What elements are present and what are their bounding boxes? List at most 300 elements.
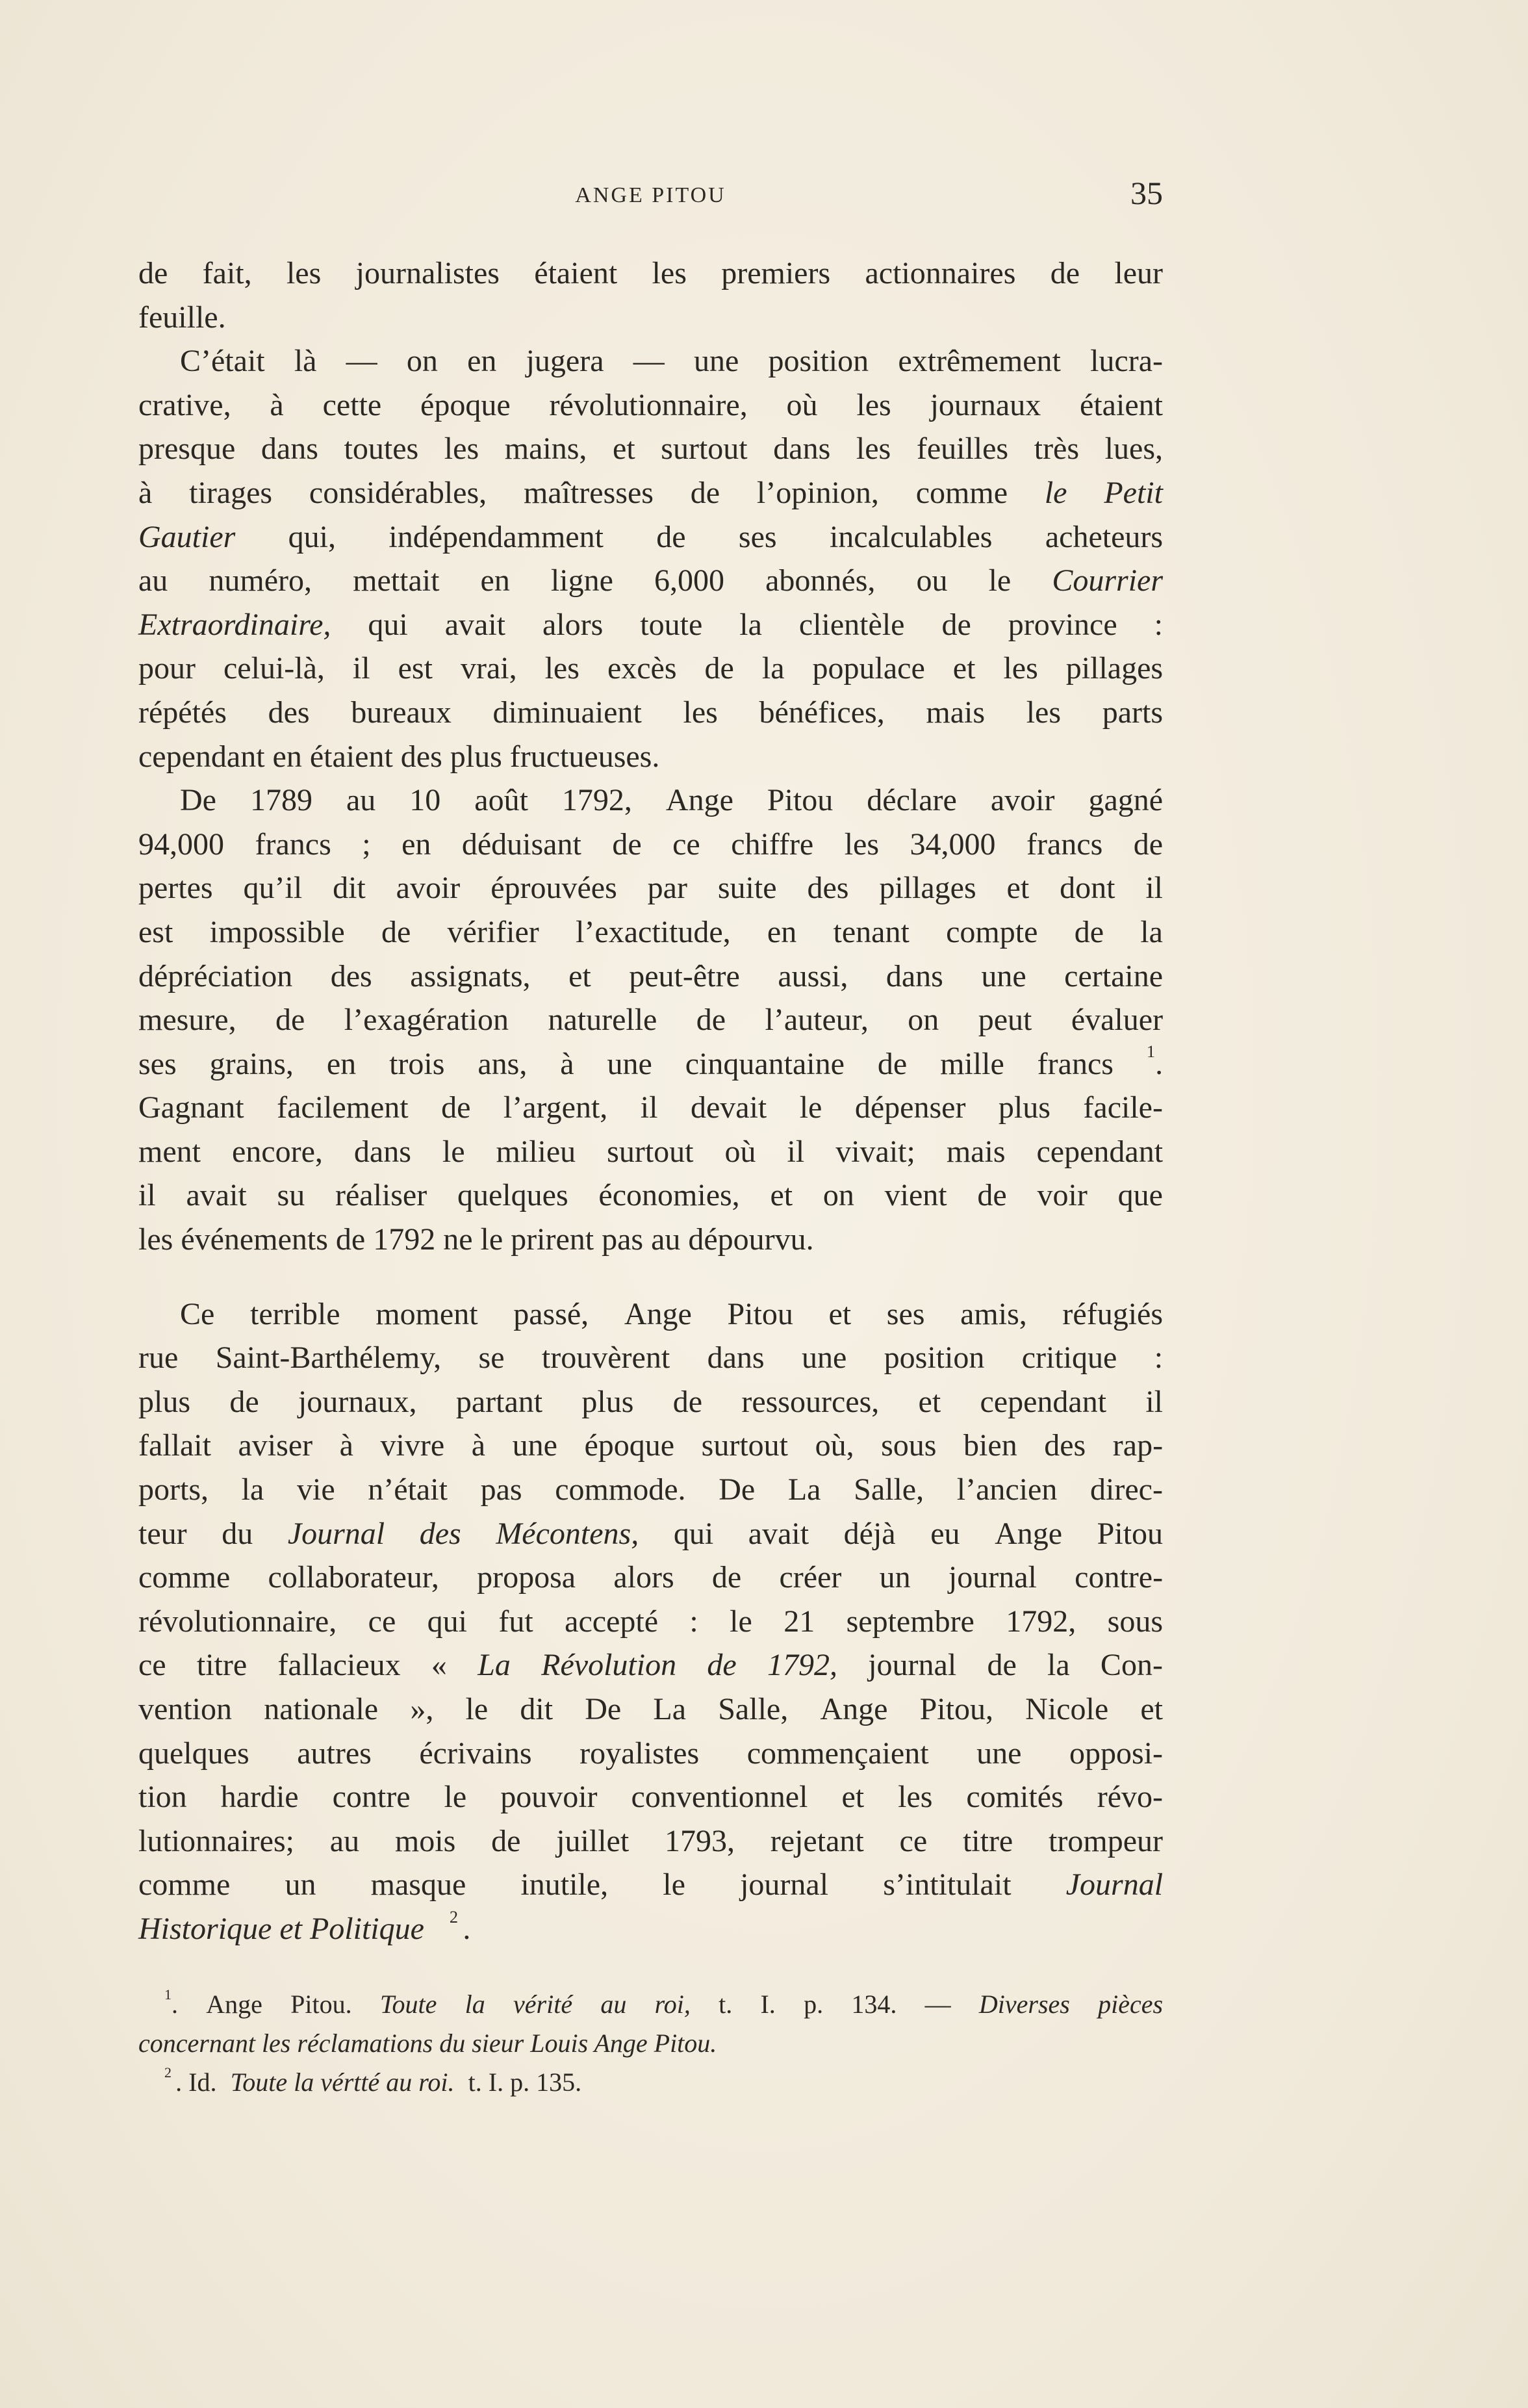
text-run: avait xyxy=(748,1516,809,1551)
text-run: 94,000 xyxy=(138,826,224,862)
text-run: lutionnaires; xyxy=(138,1823,294,1858)
text-run: à xyxy=(471,1428,486,1463)
text-run: de xyxy=(656,519,686,554)
footnote-ref: 2 xyxy=(164,2064,172,2081)
text-run: cette xyxy=(322,387,382,422)
text-line xyxy=(138,471,1163,515)
text-run: ans, xyxy=(478,1046,528,1081)
text-run: ses xyxy=(138,1046,177,1081)
text-run: bien xyxy=(963,1428,1017,1463)
text-run: économies, xyxy=(598,1178,740,1213)
text-run: dans xyxy=(353,1134,411,1169)
text-line xyxy=(138,1512,1163,1556)
text-line xyxy=(138,647,1163,691)
text-run: sous xyxy=(881,1428,937,1463)
text-run: à xyxy=(560,1046,574,1081)
text-run: titre xyxy=(196,1648,248,1683)
text-run: les xyxy=(844,826,880,862)
text-run: ports, xyxy=(138,1472,209,1507)
text-line xyxy=(138,823,1163,867)
text-run: trois xyxy=(389,1046,445,1081)
text-run: les xyxy=(856,387,891,422)
text-run: est xyxy=(398,651,433,686)
text-run: à xyxy=(138,475,153,510)
text-line xyxy=(138,1907,1163,1951)
text-run: masque xyxy=(370,1867,466,1902)
text-run: à xyxy=(270,387,284,422)
text-line xyxy=(138,1732,1163,1776)
text-run: la xyxy=(1140,914,1163,949)
text-run: De xyxy=(585,1692,622,1726)
text-run: Nicole xyxy=(1025,1692,1109,1726)
footnote xyxy=(138,2063,1163,2102)
text-run: très xyxy=(1034,431,1080,467)
text-run: mesure, xyxy=(138,1003,236,1038)
text-run: et xyxy=(952,651,976,686)
text-run: journalistes xyxy=(355,256,500,290)
text-run: rue xyxy=(138,1340,179,1376)
text-run: C’était xyxy=(180,344,265,379)
text-run: collaborateur, xyxy=(268,1560,439,1595)
text-run: De xyxy=(180,783,216,818)
text-run: éprouvées xyxy=(490,871,617,906)
text-run: dans xyxy=(773,431,831,467)
text-run: de xyxy=(696,1003,726,1038)
text-run: des xyxy=(330,958,372,993)
text-line xyxy=(138,1173,1163,1218)
text-run: de xyxy=(491,1823,521,1858)
text-run: Pitou xyxy=(727,1296,793,1331)
italic-text: Journal xyxy=(1065,1867,1164,1902)
text-run: commençaient xyxy=(746,1736,929,1771)
text-line xyxy=(138,1600,1163,1644)
text-run: Salle, xyxy=(718,1692,789,1726)
text-run: . Id. xyxy=(175,2068,223,2097)
text-line xyxy=(138,1556,1163,1600)
text-run: de xyxy=(138,256,168,290)
text-run: Salle, xyxy=(854,1472,924,1507)
text-run: facile- xyxy=(1083,1090,1163,1125)
text-run: avait xyxy=(444,607,506,642)
text-run: en xyxy=(467,344,497,379)
italic-text: des xyxy=(419,1516,461,1551)
text-run: considérables, xyxy=(309,475,487,510)
text-line xyxy=(138,1819,1163,1864)
text-run: septembre xyxy=(846,1604,974,1639)
text-run: 1792, xyxy=(1006,1604,1076,1639)
text-run: t. xyxy=(719,1990,733,2019)
text-run: quelques xyxy=(457,1178,568,1213)
text-run: premiers xyxy=(721,256,831,290)
text-run: le xyxy=(444,1780,467,1815)
text-run: de xyxy=(977,1178,1007,1213)
text-run: jugera xyxy=(526,344,604,379)
text-run: conventionnel xyxy=(631,1780,808,1815)
text-run: il xyxy=(640,1090,658,1125)
italic-text: roi, xyxy=(654,1990,691,2019)
text-run: I. xyxy=(760,1990,776,2019)
text-run: commode. xyxy=(555,1472,686,1507)
text-run: maîtresses xyxy=(523,475,654,510)
text-run: de xyxy=(711,1560,742,1595)
text-run: les xyxy=(1003,651,1038,686)
text-run: pertes xyxy=(138,871,213,906)
text-run: vivre xyxy=(380,1428,445,1463)
text-run: inutile, xyxy=(520,1867,609,1902)
text-run: aviser xyxy=(238,1428,313,1463)
text-run: opposi- xyxy=(1069,1736,1164,1771)
text-run: ressources, xyxy=(741,1384,880,1419)
text-run: 1792, xyxy=(561,783,632,818)
text-run: journal xyxy=(868,1648,957,1683)
text-run: et xyxy=(1006,871,1030,906)
text-run: facilement xyxy=(277,1090,409,1125)
italic-text: Journal xyxy=(287,1516,385,1551)
text-run: p. xyxy=(804,1990,824,2019)
text-run: la xyxy=(739,607,762,642)
text-run: grains, xyxy=(209,1046,294,1081)
text-run: réaliser xyxy=(335,1178,427,1213)
text-run: évaluer xyxy=(1071,1003,1164,1038)
text-run: dans xyxy=(707,1340,765,1376)
text-run: où xyxy=(786,387,818,422)
text-line xyxy=(138,1775,1163,1819)
italic-text: 1792, xyxy=(767,1648,837,1683)
text-run: rejetant xyxy=(770,1823,864,1858)
text-run: pillages xyxy=(879,871,976,906)
text-run: 1789 xyxy=(249,783,312,818)
text-run: plus xyxy=(998,1090,1050,1125)
italic-text: La xyxy=(478,1648,511,1683)
text-run: celui-là, xyxy=(223,651,325,686)
text-run: Ange xyxy=(624,1296,692,1331)
text-run: comme xyxy=(138,1560,231,1595)
text-run: Gagnant xyxy=(138,1090,244,1125)
text-line xyxy=(138,1130,1163,1174)
text-run: position xyxy=(884,1340,985,1376)
text-run: comités xyxy=(966,1780,1063,1815)
text-run: Ce xyxy=(180,1296,215,1331)
text-run: la xyxy=(1047,1648,1070,1683)
text-run: époque xyxy=(420,387,511,422)
text-run: incalculables xyxy=(829,519,993,554)
text-line xyxy=(138,383,1163,428)
page-number: 35 xyxy=(1130,175,1163,211)
text-run: toutes xyxy=(344,431,419,467)
text-run: en xyxy=(480,563,510,598)
text-line xyxy=(138,735,1163,779)
text-line xyxy=(138,1086,1163,1130)
text-line xyxy=(138,1292,1163,1337)
text-run: sous xyxy=(1107,1604,1164,1639)
text-run: : xyxy=(1154,607,1163,642)
text-run: l’argent, xyxy=(503,1090,608,1125)
text-run: vient xyxy=(884,1178,947,1213)
text-run: milieu xyxy=(496,1134,576,1169)
text-line xyxy=(138,1687,1163,1732)
text-run: ligne xyxy=(550,563,613,598)
text-run: mais xyxy=(926,695,986,730)
text-run: et xyxy=(613,431,635,467)
text-run: dans xyxy=(261,431,318,467)
italic-text: de xyxy=(707,1648,737,1683)
text-run: mais xyxy=(946,1134,1006,1169)
text-run: francs xyxy=(1026,826,1103,862)
text-run: et xyxy=(918,1384,941,1419)
text-run: avoir xyxy=(990,783,1055,818)
text-run: répétés xyxy=(138,695,227,730)
text-run: indépendamment xyxy=(388,519,604,554)
text-run: de xyxy=(690,475,720,510)
body-text xyxy=(138,251,1163,1951)
text-run: journal xyxy=(948,1560,1037,1595)
text-run: il xyxy=(1145,1384,1164,1419)
text-run: ce xyxy=(899,1823,928,1858)
text-run: il xyxy=(1145,871,1163,906)
text-run: Pitou. xyxy=(290,1990,352,2019)
text-run: et xyxy=(770,1178,793,1213)
text-run: La xyxy=(653,1692,687,1726)
text-run: de xyxy=(441,1090,471,1125)
text-run: au xyxy=(329,1823,360,1858)
text-run: de xyxy=(229,1384,259,1419)
text-run: dit xyxy=(520,1692,554,1726)
text-line xyxy=(138,866,1163,910)
text-run: le xyxy=(799,1090,822,1125)
text-line xyxy=(138,2024,1163,2063)
text-run: dont xyxy=(1060,871,1115,906)
italic-text: la xyxy=(465,1990,485,2019)
text-run: fait, xyxy=(202,256,252,290)
text-run: moment xyxy=(376,1296,478,1331)
text-line xyxy=(138,559,1163,603)
text-run: cependant en étaient des plus fructueuses. xyxy=(138,739,660,774)
text-line xyxy=(138,1336,1163,1380)
text-line xyxy=(138,515,1163,559)
text-run xyxy=(433,1907,440,1951)
text-run: dépréciation xyxy=(138,958,293,993)
text-run: époque xyxy=(584,1428,675,1463)
italic-text: Petit xyxy=(1104,475,1163,510)
text-run: tenant xyxy=(833,914,910,949)
text-run: feuilles xyxy=(916,431,1009,467)
text-run: trouvèrent xyxy=(541,1340,670,1376)
text-run: vivait; xyxy=(835,1134,915,1169)
text-run: . xyxy=(463,1911,471,1946)
text-run: à xyxy=(339,1428,353,1463)
text-run: plus xyxy=(138,1384,191,1419)
text-run: terrible xyxy=(249,1296,340,1331)
text-run: feuille. xyxy=(138,300,226,335)
text-run: alors xyxy=(613,1560,674,1595)
text-run: position xyxy=(768,344,869,379)
text-run: les xyxy=(286,256,322,290)
text-run: qui, xyxy=(288,519,337,554)
text-run: la xyxy=(761,651,785,686)
text-run: déjà xyxy=(843,1516,896,1551)
text-run: fallait xyxy=(138,1428,211,1463)
text-run: chiffre xyxy=(731,826,814,862)
text-run: avoir xyxy=(396,871,461,906)
text-run: clientèle xyxy=(798,607,905,642)
text-run: pour xyxy=(138,651,196,686)
text-run: naturelle xyxy=(548,1003,657,1038)
text-run: fut xyxy=(498,1604,533,1639)
running-title: ANGE PITOU xyxy=(575,183,726,207)
text-line xyxy=(138,251,1163,296)
text-run: Pitou, xyxy=(919,1692,993,1726)
text-run: une xyxy=(693,344,739,379)
text-run: comme xyxy=(915,475,1008,510)
text-run: l’exagération xyxy=(344,1003,509,1038)
text-run: eu xyxy=(930,1516,960,1551)
text-run: en xyxy=(326,1046,357,1081)
italic-text: Diverses xyxy=(978,1990,1070,2019)
text-run: que xyxy=(1117,1178,1163,1213)
text-run: un xyxy=(285,1867,316,1902)
text-run: . xyxy=(172,1990,178,2019)
text-run: aussi, xyxy=(778,958,848,993)
text-run: hardie xyxy=(220,1780,299,1815)
text-run: on xyxy=(406,344,438,379)
text-run: surtout xyxy=(607,1134,694,1169)
text-run: de xyxy=(1050,256,1080,290)
text-run: de xyxy=(941,607,971,642)
text-run: autres xyxy=(297,1736,372,1771)
text-run: les xyxy=(652,256,687,290)
text-run: et xyxy=(841,1780,865,1815)
text-run: lucra- xyxy=(1090,344,1164,379)
text-run: titre xyxy=(962,1823,1013,1858)
text-run: ce xyxy=(672,826,700,862)
text-run: impossible xyxy=(209,914,345,949)
text-run: vention xyxy=(138,1692,232,1726)
text-run: pas xyxy=(480,1472,522,1507)
text-run: en xyxy=(767,914,797,949)
text-run: 1793, xyxy=(664,1823,735,1858)
text-run: amis, xyxy=(960,1296,1027,1331)
text-run: lues, xyxy=(1104,431,1163,467)
text-run: alors xyxy=(542,607,604,642)
text-run: des xyxy=(1044,1428,1086,1463)
text-run: mains, xyxy=(504,431,587,467)
text-run: tirages xyxy=(189,475,273,510)
text-run: peut xyxy=(978,1003,1032,1038)
text-run: 134. xyxy=(851,1990,897,2019)
text-run: Ange xyxy=(995,1516,1063,1551)
text-run: francs xyxy=(255,826,331,862)
text-line xyxy=(138,603,1163,647)
text-run: ses xyxy=(738,519,777,554)
text-run: assignats, xyxy=(410,958,531,993)
text-run: direc- xyxy=(1090,1472,1163,1507)
text-run: Ange xyxy=(820,1692,888,1726)
text-run: partant xyxy=(455,1384,543,1419)
text-run: qui xyxy=(368,607,408,642)
text-run: comme xyxy=(138,1867,231,1902)
text-run: de xyxy=(987,1648,1017,1683)
text-run: révolutionnaire, xyxy=(138,1604,337,1639)
text-run: créer xyxy=(779,1560,842,1595)
text-run: il xyxy=(352,651,370,686)
footnote-ref: 2 xyxy=(449,1906,459,1927)
text-run: journaux, xyxy=(298,1384,417,1419)
text-run: — xyxy=(924,1990,951,2019)
text-run: de xyxy=(612,826,642,862)
paragraph xyxy=(138,339,1163,778)
text-run: compte xyxy=(946,914,1038,949)
text-run: populace xyxy=(812,651,925,686)
text-run: pouvoir xyxy=(500,1780,598,1815)
text-run: ; xyxy=(362,826,371,862)
text-run: parts xyxy=(1102,695,1164,730)
text-run: des xyxy=(268,695,310,730)
text-run: les xyxy=(1026,695,1062,730)
text-line xyxy=(138,691,1163,735)
text-run: teur xyxy=(138,1516,187,1551)
text-run: de xyxy=(1133,826,1164,862)
text-run: cinquantaine xyxy=(685,1046,845,1081)
text-line xyxy=(138,1468,1163,1512)
text-run: le xyxy=(730,1604,752,1639)
text-run: ment xyxy=(138,1134,201,1169)
text-run: encore, xyxy=(231,1134,323,1169)
text-run: su xyxy=(277,1178,305,1213)
text-line xyxy=(138,1042,1163,1086)
text-line xyxy=(138,2063,1163,2102)
text-run: De xyxy=(719,1472,756,1507)
text-run: et xyxy=(828,1296,852,1331)
text-run: surtout xyxy=(701,1428,788,1463)
text-line xyxy=(138,910,1163,954)
text-run: au xyxy=(346,783,376,818)
text-run: journal xyxy=(740,1867,829,1902)
text-line xyxy=(138,778,1163,823)
text-run: de xyxy=(877,1046,908,1081)
text-run: on xyxy=(822,1178,854,1213)
text-run: presque xyxy=(138,431,236,467)
text-run: pillages xyxy=(1065,651,1164,686)
text-run: « xyxy=(431,1648,447,1683)
text-line xyxy=(138,1218,1163,1262)
text-run: 34,000 xyxy=(910,826,996,862)
text-run: royalistes xyxy=(579,1736,700,1771)
text-run: déclare xyxy=(867,783,957,818)
text-run: toute xyxy=(640,607,703,642)
text-run: et xyxy=(568,958,591,993)
text-run: se xyxy=(478,1340,505,1376)
text-run: Ange xyxy=(665,783,733,818)
text-run: mille xyxy=(940,1046,1004,1081)
text-run: une xyxy=(512,1428,557,1463)
text-run: — xyxy=(633,344,665,379)
text-run: l’auteur, xyxy=(765,1003,869,1038)
text-run: mois xyxy=(394,1823,456,1858)
text-run: l’ancien xyxy=(956,1472,1058,1507)
text-run: la xyxy=(241,1472,264,1507)
text-line xyxy=(138,1985,1163,2024)
text-run: suite xyxy=(717,871,777,906)
text-run: une xyxy=(976,1736,1022,1771)
text-run: numéro, xyxy=(209,563,312,598)
text-run: fallacieux xyxy=(277,1648,401,1683)
text-run: vrai, xyxy=(460,651,517,686)
text-run: : xyxy=(1154,1340,1164,1376)
text-run: de xyxy=(275,1003,305,1038)
text-run: n’était xyxy=(368,1472,448,1507)
text-run: province xyxy=(1008,607,1117,642)
text-run: certaine xyxy=(1064,958,1164,993)
